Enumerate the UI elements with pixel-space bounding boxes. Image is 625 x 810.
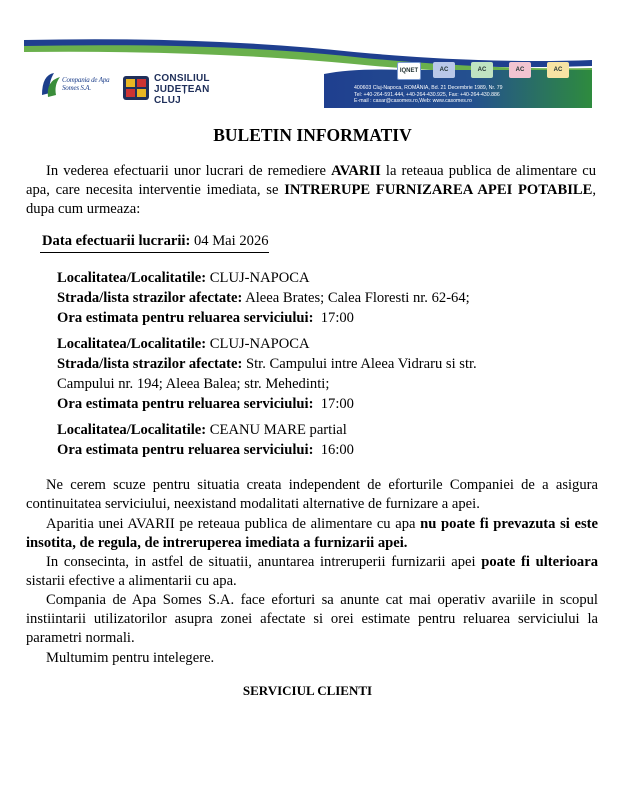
cj-line-2: JUDEȚEAN <box>154 84 210 95</box>
intro-text: , dupa cum urmeaza: <box>26 182 596 217</box>
date-label: Data efectuarii lucrarii: <box>42 233 191 249</box>
cert-badge: AC <box>471 62 493 78</box>
contact-address <box>354 85 590 105</box>
notice-text: Aparitia unei AVARII pe reteaua publica de alimentare cu apa <box>46 516 421 532</box>
streets-value: Aleea Brates; Calea Floresti nr. 62-64; <box>245 290 470 306</box>
page-title: BULETIN INFORMATIV <box>213 125 412 145</box>
notice-bold: nu poate fi prevazuta si este insotita, de regula, de intreruperea imediata a furnizarii apei. <box>26 516 598 551</box>
address-line: 400603 Cluj-Napoca, ROMÂNIA, Bd. 21 Decembrie 1989, Nr. 79 <box>354 85 503 91</box>
locality-label: Localitatea/Localitatile: <box>57 422 207 438</box>
locality-value: CEANU MARE partial <box>209 422 347 438</box>
streets-value-cont: Campului nr. 194; Aleea Balea; str. Mehedinti; <box>57 376 330 392</box>
email-line: E-mail : casar@casomes.ro,Web: www.casomes.ro <box>354 98 472 104</box>
phone-line: Tel: +40-264-591.444, +40-264-430.925, Fax: +40-264-430.886 <box>354 91 500 98</box>
cert-badge: AC <box>509 62 531 78</box>
hour-label: Ora estimata pentru reluarea serviciului: <box>57 310 314 326</box>
cert-badge: AC <box>433 62 455 78</box>
consequence-bold: poate fi ulterioara <box>481 554 598 570</box>
cj-logo <box>122 71 232 107</box>
streets-value: Str. Campului intre Aleea Vidraru si str. <box>246 356 477 372</box>
cert-badge-iqnet: IQNET <box>397 62 421 80</box>
hour-value: 17:00 <box>320 396 354 412</box>
locality-label: Localitatea/Localitatile: <box>57 336 207 352</box>
location-block <box>57 334 537 414</box>
cj-line-3: CLUJ <box>154 95 181 106</box>
location-block <box>57 268 537 328</box>
somes-logo-text: Compania de Apa Somes S.A. <box>62 76 110 92</box>
hour-value: 16:00 <box>320 442 354 458</box>
header-banner <box>24 34 592 112</box>
intro-text: la reteaua publica de alimentare cu apa, care necesita interventie imediata, se <box>26 163 596 198</box>
notice-paragraph <box>26 515 598 553</box>
cj-logo-text <box>154 73 210 106</box>
intro-bold: AVARII <box>331 163 381 179</box>
cert-badge: AC <box>547 62 569 78</box>
thanks-paragraph: Multumim pentru intelegere. <box>46 650 215 666</box>
apology-paragraph: Ne cerem scuze pentru situatia creata independent de eforturile Companiei de a asigura continuitatea serviciului, neexistand modalitati alternative de furnizare a apei. <box>26 477 598 512</box>
intro-paragraph <box>26 162 596 219</box>
signature: SERVICIUL CLIENTI <box>242 683 373 698</box>
consequence-paragraph <box>26 553 598 591</box>
locality-value: CLUJ-NAPOCA <box>209 270 310 286</box>
date-value: 04 Mai 2026 <box>193 233 269 249</box>
location-block <box>57 420 537 460</box>
work-date <box>40 233 269 253</box>
streets-label: Strada/lista strazilor afectate: <box>57 290 243 306</box>
locality-value: CLUJ-NAPOCA <box>209 336 310 352</box>
consequence-text: In consecinta, in astfel de situatii, anuntarea intreruperii furnizarii apei <box>46 554 482 570</box>
streets-label: Strada/lista strazilor afectate: <box>57 356 243 372</box>
somes-logo <box>40 71 118 103</box>
crest-icon <box>122 75 150 101</box>
locality-label: Localitatea/Localitatile: <box>57 270 207 286</box>
hour-label: Ora estimata pentru reluarea serviciului: <box>57 442 314 458</box>
consequence-text: sistarii efective a alimentarii cu apa. <box>26 573 237 589</box>
hour-label: Ora estimata pentru reluarea serviciului: <box>57 396 314 412</box>
effort-paragraph: Compania de Apa Somes S.A. face eforturi sa anunte cat mai operativ avariile in scopul instiintarii utilizatorilor asupra zonei afectate si orei estimate pentru reluarea serviciului la parametri normali. <box>26 592 598 646</box>
cj-line-1: CONSILIUL <box>154 73 210 84</box>
intro-bold: INTRERUPE FURNIZAREA APEI POTABILE <box>284 182 593 198</box>
intro-text: In vederea efectuarii unor lucrari de remediere <box>46 163 332 179</box>
hour-value: 17:00 <box>320 310 354 326</box>
